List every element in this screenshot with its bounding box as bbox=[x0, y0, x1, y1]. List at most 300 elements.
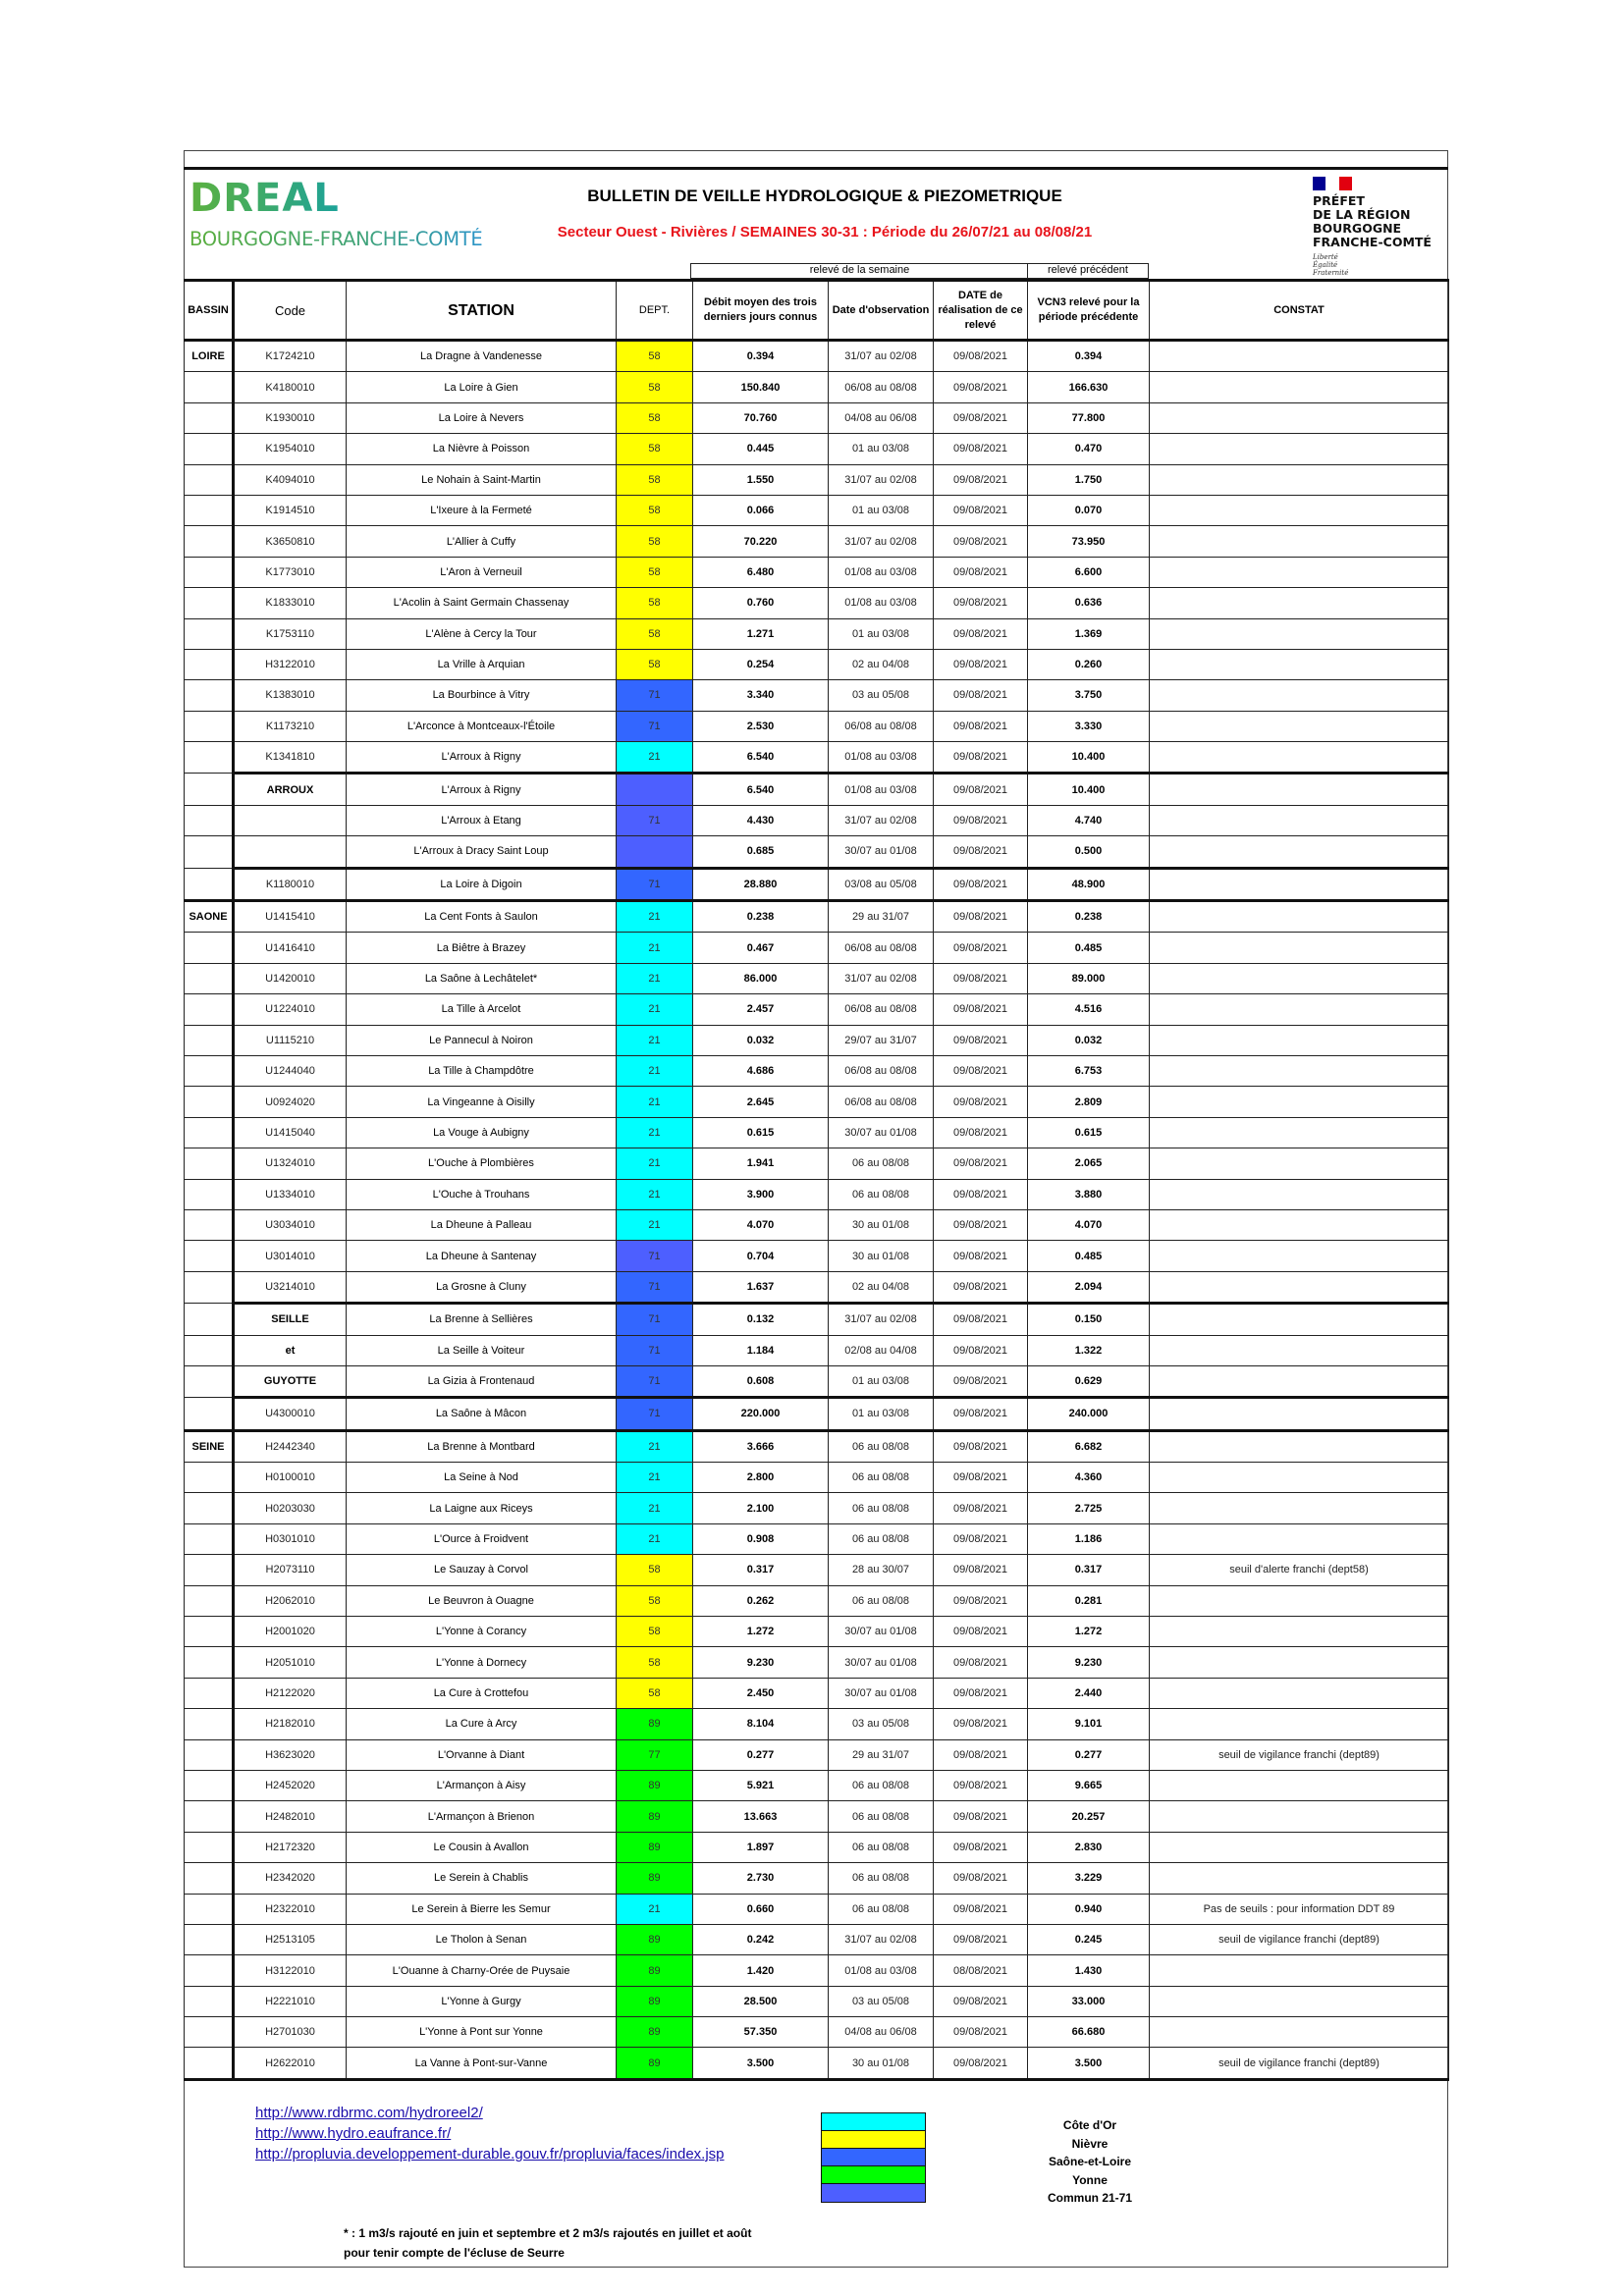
vcn3-value: 0.629 bbox=[1028, 1365, 1150, 1397]
vcn3-value: 0.615 bbox=[1028, 1117, 1150, 1148]
date-realisation: 09/08/2021 bbox=[934, 1709, 1028, 1739]
bassin-cell bbox=[185, 1087, 234, 1117]
code-cell: K1753110 bbox=[234, 618, 347, 649]
bassin-cell bbox=[185, 1770, 234, 1800]
table-row bbox=[185, 495, 1449, 525]
debit-value: 3.500 bbox=[693, 2048, 829, 2079]
code-cell: H2172320 bbox=[234, 1832, 347, 1862]
dept-cell: 58 bbox=[617, 372, 693, 402]
station-cell: La Saône à Lechâtelet* bbox=[347, 963, 617, 993]
constat-cell: Pas de seuils : pour information DDT 89 bbox=[1150, 1894, 1449, 1924]
constat-cell bbox=[1150, 649, 1449, 679]
constat-cell bbox=[1150, 1117, 1449, 1148]
dept-cell: 89 bbox=[617, 2048, 693, 2079]
flag-red bbox=[1339, 177, 1352, 190]
code-cell: U1224010 bbox=[234, 994, 347, 1025]
date-observation: 02 au 04/08 bbox=[829, 1271, 934, 1303]
constat-cell bbox=[1150, 868, 1449, 900]
code-cell: K4094010 bbox=[234, 464, 347, 495]
vcn3-value: 1.272 bbox=[1028, 1617, 1150, 1647]
debit-value: 1.271 bbox=[693, 618, 829, 649]
vcn3-value: 1.322 bbox=[1028, 1335, 1150, 1365]
flag-blue bbox=[1313, 177, 1325, 190]
bassin-cell: LOIRE bbox=[185, 341, 234, 372]
dept-cell: 89 bbox=[617, 1924, 693, 1954]
debit-value: 28.880 bbox=[693, 868, 829, 900]
date-realisation: 09/08/2021 bbox=[934, 1801, 1028, 1832]
date-observation: 30/07 au 01/08 bbox=[829, 836, 934, 868]
station-cell: Le Serein à Bierre les Semur bbox=[347, 1894, 617, 1924]
dept-cell: 89 bbox=[617, 1832, 693, 1862]
date-realisation: 09/08/2021 bbox=[934, 1493, 1028, 1523]
table-row bbox=[185, 1678, 1449, 1708]
bassin-cell bbox=[185, 526, 234, 557]
dept-cell: 58 bbox=[617, 434, 693, 464]
bassin-cell bbox=[185, 742, 234, 774]
vcn3-value: 4.516 bbox=[1028, 994, 1150, 1025]
constat-cell bbox=[1150, 1304, 1449, 1335]
station-cell: La Cure à Crottefou bbox=[347, 1678, 617, 1708]
debit-value: 0.132 bbox=[693, 1304, 829, 1335]
legend-swatch-yonne bbox=[822, 2166, 925, 2184]
date-realisation: 09/08/2021 bbox=[934, 1087, 1028, 1117]
vcn3-value: 240.000 bbox=[1028, 1398, 1150, 1430]
table-row bbox=[185, 2017, 1449, 2048]
legend-swatch-commun bbox=[822, 2184, 925, 2202]
table-row bbox=[185, 1241, 1449, 1271]
constat-cell bbox=[1150, 1585, 1449, 1616]
constat-cell bbox=[1150, 588, 1449, 618]
dept-cell: 71 bbox=[617, 711, 693, 741]
station-cell: La Cent Fonts à Saulon bbox=[347, 901, 617, 933]
constat-cell bbox=[1150, 963, 1449, 993]
date-observation: 03 au 05/08 bbox=[829, 1986, 934, 2016]
dept-cell: 21 bbox=[617, 963, 693, 993]
constat-cell bbox=[1150, 1398, 1449, 1430]
bassin-cell bbox=[185, 588, 234, 618]
constat-cell bbox=[1150, 774, 1449, 805]
table-row bbox=[185, 618, 1449, 649]
station-cell: La Vanne à Pont-sur-Vanne bbox=[347, 2048, 617, 2079]
dept-cell: 58 bbox=[617, 1617, 693, 1647]
code-cell bbox=[234, 805, 347, 835]
date-realisation: 09/08/2021 bbox=[934, 402, 1028, 433]
code-cell: H2073110 bbox=[234, 1555, 347, 1585]
constat-cell bbox=[1150, 711, 1449, 741]
date-realisation: 09/08/2021 bbox=[934, 1365, 1028, 1397]
dept-cell: 21 bbox=[617, 1463, 693, 1493]
constat-cell bbox=[1150, 2017, 1449, 2048]
bassin-cell bbox=[185, 1986, 234, 2016]
debit-value: 57.350 bbox=[693, 2017, 829, 2048]
vcn3-value: 48.900 bbox=[1028, 868, 1150, 900]
debit-value: 1.897 bbox=[693, 1832, 829, 1862]
code-cell: H0203030 bbox=[234, 1493, 347, 1523]
constat-cell bbox=[1150, 434, 1449, 464]
dept-cell: 21 bbox=[617, 1430, 693, 1462]
station-cell: L'Yonne à Pont sur Yonne bbox=[347, 2017, 617, 2048]
date-observation: 06 au 08/08 bbox=[829, 1801, 934, 1832]
bassin-cell bbox=[185, 711, 234, 741]
debit-value: 0.760 bbox=[693, 588, 829, 618]
code-cell: H2221010 bbox=[234, 1986, 347, 2016]
vcn3-value: 0.150 bbox=[1028, 1304, 1150, 1335]
date-realisation: 09/08/2021 bbox=[934, 1148, 1028, 1179]
debit-value: 8.104 bbox=[693, 1709, 829, 1739]
code-cell: K1914510 bbox=[234, 495, 347, 525]
date-observation: 06 au 08/08 bbox=[829, 1493, 934, 1523]
vcn3-value: 0.940 bbox=[1028, 1894, 1150, 1924]
code-cell: U1420010 bbox=[234, 963, 347, 993]
bassin-cell bbox=[185, 1493, 234, 1523]
date-observation: 01 au 03/08 bbox=[829, 495, 934, 525]
table-row bbox=[185, 434, 1449, 464]
vcn3-value: 4.740 bbox=[1028, 805, 1150, 835]
dept-cell: 71 bbox=[617, 1365, 693, 1397]
debit-value: 9.230 bbox=[693, 1647, 829, 1678]
bassin-cell bbox=[185, 1117, 234, 1148]
code-cell: K1383010 bbox=[234, 680, 347, 711]
debit-value: 2.100 bbox=[693, 1493, 829, 1523]
vcn3-value: 1.186 bbox=[1028, 1523, 1150, 1554]
vcn3-value: 10.400 bbox=[1028, 742, 1150, 774]
debit-value: 4.430 bbox=[693, 805, 829, 835]
constat-cell bbox=[1150, 1770, 1449, 1800]
legend-label: Saône-et-Loire bbox=[1048, 2155, 1131, 2168]
constat-cell bbox=[1150, 495, 1449, 525]
station-cell: Le Sauzay à Corvol bbox=[347, 1555, 617, 1585]
dept-cell: 21 bbox=[617, 1179, 693, 1209]
col-date-real: DATE de réalisation de ce relevé bbox=[934, 281, 1028, 341]
table-row bbox=[185, 1523, 1449, 1554]
date-observation: 31/07 au 02/08 bbox=[829, 464, 934, 495]
debit-value: 0.066 bbox=[693, 495, 829, 525]
footnote-line: * : 1 m3/s rajouté en juin et septembre et 2 m3/s rajoutés en juillet et août bbox=[344, 2226, 752, 2240]
bassin-cell: SEINE bbox=[185, 1430, 234, 1462]
dept-cell: 58 bbox=[617, 495, 693, 525]
vcn3-value: 3.880 bbox=[1028, 1179, 1150, 1209]
date-observation: 06 au 08/08 bbox=[829, 1585, 934, 1616]
date-observation: 06 au 08/08 bbox=[829, 1523, 934, 1554]
code-cell: U1115210 bbox=[234, 1025, 347, 1055]
constat-cell bbox=[1150, 1863, 1449, 1894]
date-observation: 30/07 au 01/08 bbox=[829, 1647, 934, 1678]
station-cell: Le Tholon à Senan bbox=[347, 1924, 617, 1954]
bassin-cell bbox=[185, 1739, 234, 1770]
debit-value: 0.032 bbox=[693, 1025, 829, 1055]
bassin-cell bbox=[185, 836, 234, 868]
vcn3-value: 73.950 bbox=[1028, 526, 1150, 557]
dept-cell: 71 bbox=[617, 1398, 693, 1430]
vcn3-value: 3.500 bbox=[1028, 2048, 1150, 2079]
debit-value: 5.921 bbox=[693, 1770, 829, 1800]
constat-cell bbox=[1150, 1986, 1449, 2016]
code-cell: K1954010 bbox=[234, 434, 347, 464]
code-cell: U3214010 bbox=[234, 1271, 347, 1303]
vcn3-value: 0.485 bbox=[1028, 933, 1150, 963]
table-header-row bbox=[185, 281, 1449, 341]
date-observation: 28 au 30/07 bbox=[829, 1555, 934, 1585]
dept-cell: 21 bbox=[617, 742, 693, 774]
debit-value: 0.262 bbox=[693, 1585, 829, 1616]
vcn3-value: 2.830 bbox=[1028, 1832, 1150, 1862]
date-observation: 06 au 08/08 bbox=[829, 1894, 934, 1924]
date-realisation: 08/08/2021 bbox=[934, 1955, 1028, 1986]
date-observation: 31/07 au 02/08 bbox=[829, 1304, 934, 1335]
constat-cell bbox=[1150, 1617, 1449, 1647]
top-bar bbox=[184, 150, 1448, 170]
flag-white bbox=[1325, 177, 1338, 190]
code-cell: H2342020 bbox=[234, 1863, 347, 1894]
vcn3-value: 89.000 bbox=[1028, 963, 1150, 993]
station-cell: La Saône à Mâcon bbox=[347, 1398, 617, 1430]
constat-cell bbox=[1150, 1430, 1449, 1462]
date-realisation: 09/08/2021 bbox=[934, 526, 1028, 557]
date-realisation: 09/08/2021 bbox=[934, 901, 1028, 933]
bassin-cell bbox=[185, 1365, 234, 1397]
bassin-cell bbox=[185, 994, 234, 1025]
dept-cell: 21 bbox=[617, 1025, 693, 1055]
table-row bbox=[185, 1087, 1449, 1117]
table-row bbox=[185, 372, 1449, 402]
table-row bbox=[185, 836, 1449, 868]
table-row bbox=[185, 1955, 1449, 1986]
link-propluvia[interactable]: http://propluvia.developpement-durable.gouv.fr/propluvia/faces/index.jsp bbox=[255, 2146, 725, 2163]
bassin-cell bbox=[185, 402, 234, 433]
date-observation: 02 au 04/08 bbox=[829, 649, 934, 679]
date-realisation: 09/08/2021 bbox=[934, 836, 1028, 868]
prefet-line: BOURGOGNE bbox=[1313, 221, 1402, 236]
debit-value: 2.800 bbox=[693, 1463, 829, 1493]
vcn3-value: 2.440 bbox=[1028, 1678, 1150, 1708]
bassin-cell bbox=[185, 1463, 234, 1493]
bassin-cell bbox=[185, 1709, 234, 1739]
vcn3-value: 4.360 bbox=[1028, 1463, 1150, 1493]
table-row bbox=[185, 402, 1449, 433]
bassin-cell bbox=[185, 1335, 234, 1365]
bassin-cell bbox=[185, 1179, 234, 1209]
station-cell: Le Cousin à Avallon bbox=[347, 1832, 617, 1862]
debit-value: 4.070 bbox=[693, 1209, 829, 1240]
date-observation: 01/08 au 03/08 bbox=[829, 588, 934, 618]
debit-value: 0.908 bbox=[693, 1523, 829, 1554]
bassin-cell bbox=[185, 1148, 234, 1179]
vcn3-value: 9.230 bbox=[1028, 1647, 1150, 1678]
date-realisation: 09/08/2021 bbox=[934, 711, 1028, 741]
date-observation: 30 au 01/08 bbox=[829, 1209, 934, 1240]
bassin-cell bbox=[185, 1955, 234, 1986]
date-observation: 02/08 au 04/08 bbox=[829, 1335, 934, 1365]
dept-cell: 71 bbox=[617, 1304, 693, 1335]
bassin-cell bbox=[185, 680, 234, 711]
table-row bbox=[185, 1555, 1449, 1585]
code-cell: H2452020 bbox=[234, 1770, 347, 1800]
date-realisation: 09/08/2021 bbox=[934, 1585, 1028, 1616]
table-row bbox=[185, 1398, 1449, 1430]
date-realisation: 09/08/2021 bbox=[934, 495, 1028, 525]
vcn3-value: 0.032 bbox=[1028, 1025, 1150, 1055]
date-realisation: 09/08/2021 bbox=[934, 868, 1028, 900]
bassin-cell bbox=[185, 933, 234, 963]
dept-color-legend bbox=[821, 2112, 926, 2203]
table-row bbox=[185, 2048, 1449, 2079]
dept-cell: 21 bbox=[617, 994, 693, 1025]
date-observation: 06 au 08/08 bbox=[829, 1179, 934, 1209]
code-cell: et bbox=[234, 1335, 347, 1365]
date-realisation: 09/08/2021 bbox=[934, 618, 1028, 649]
vcn3-value: 6.753 bbox=[1028, 1055, 1150, 1086]
bassin-cell bbox=[185, 1585, 234, 1616]
code-cell: K1341810 bbox=[234, 742, 347, 774]
date-realisation: 09/08/2021 bbox=[934, 1986, 1028, 2016]
prefet-line: DE LA RÉGION bbox=[1313, 207, 1411, 222]
constat-cell bbox=[1150, 1087, 1449, 1117]
station-cell: La Tille à Arcelot bbox=[347, 994, 617, 1025]
dept-cell: 58 bbox=[617, 1647, 693, 1678]
debit-value: 28.500 bbox=[693, 1986, 829, 2016]
station-cell: L'Alène à Cercy la Tour bbox=[347, 618, 617, 649]
vcn3-value: 0.470 bbox=[1028, 434, 1150, 464]
dept-cell: 58 bbox=[617, 1678, 693, 1708]
code-cell: U1415040 bbox=[234, 1117, 347, 1148]
station-cell: La Tille à Champdôtre bbox=[347, 1055, 617, 1086]
date-realisation: 09/08/2021 bbox=[934, 963, 1028, 993]
vcn3-value: 3.750 bbox=[1028, 680, 1150, 711]
vcn3-value: 0.070 bbox=[1028, 495, 1150, 525]
date-realisation: 09/08/2021 bbox=[934, 1678, 1028, 1708]
vcn3-value: 2.809 bbox=[1028, 1087, 1150, 1117]
dept-cell: 58 bbox=[617, 464, 693, 495]
date-realisation: 09/08/2021 bbox=[934, 1241, 1028, 1271]
vcn3-value: 77.800 bbox=[1028, 402, 1150, 433]
date-realisation: 09/08/2021 bbox=[934, 1335, 1028, 1365]
date-observation: 01 au 03/08 bbox=[829, 1365, 934, 1397]
legend-label: Commun 21-71 bbox=[1047, 2191, 1133, 2205]
dept-cell: 71 bbox=[617, 805, 693, 835]
date-observation: 01/08 au 03/08 bbox=[829, 1955, 934, 1986]
date-realisation: 09/08/2021 bbox=[934, 1117, 1028, 1148]
debit-value: 2.645 bbox=[693, 1087, 829, 1117]
constat-cell bbox=[1150, 1055, 1449, 1086]
dept-cell: 58 bbox=[617, 557, 693, 587]
dept-cell: 58 bbox=[617, 526, 693, 557]
date-observation: 06 au 08/08 bbox=[829, 1148, 934, 1179]
bassin-cell bbox=[185, 434, 234, 464]
vcn3-value: 0.238 bbox=[1028, 901, 1150, 933]
date-observation: 06/08 au 08/08 bbox=[829, 1055, 934, 1086]
constat-cell bbox=[1150, 994, 1449, 1025]
debit-value: 0.445 bbox=[693, 434, 829, 464]
date-realisation: 09/08/2021 bbox=[934, 434, 1028, 464]
bassin-cell bbox=[185, 649, 234, 679]
table-row bbox=[185, 1709, 1449, 1739]
date-observation: 29 au 31/07 bbox=[829, 901, 934, 933]
code-cell: H3122010 bbox=[234, 649, 347, 679]
table-row bbox=[185, 1055, 1449, 1086]
dept-cell: 58 bbox=[617, 1555, 693, 1585]
code-cell: U4300010 bbox=[234, 1398, 347, 1430]
constat-cell bbox=[1150, 1463, 1449, 1493]
date-realisation: 09/08/2021 bbox=[934, 1179, 1028, 1209]
republic-motto bbox=[1313, 253, 1440, 277]
vcn3-value: 2.065 bbox=[1028, 1148, 1150, 1179]
code-cell: U0924020 bbox=[234, 1087, 347, 1117]
link-hydro-eaufrance[interactable]: http://www.hydro.eaufrance.fr/ bbox=[255, 2125, 452, 2142]
constat-cell: seuil de vigilance franchi (dept89) bbox=[1150, 2048, 1449, 2079]
bassin-cell bbox=[185, 1055, 234, 1086]
vcn3-value: 166.630 bbox=[1028, 372, 1150, 402]
constat-cell bbox=[1150, 1271, 1449, 1303]
col-dept: DEPT. bbox=[617, 281, 693, 341]
code-cell: SEILLE bbox=[234, 1304, 347, 1335]
date-realisation: 09/08/2021 bbox=[934, 372, 1028, 402]
vcn3-value: 9.101 bbox=[1028, 1709, 1150, 1739]
date-observation: 30/07 au 01/08 bbox=[829, 1678, 934, 1708]
station-cell: La Bourbince à Vitry bbox=[347, 680, 617, 711]
station-cell: La Grosne à Cluny bbox=[347, 1271, 617, 1303]
table-row bbox=[185, 557, 1449, 587]
bassin-cell bbox=[185, 1025, 234, 1055]
station-cell: L'Ouche à Trouhans bbox=[347, 1179, 617, 1209]
table-row bbox=[185, 1117, 1449, 1148]
debit-value: 1.420 bbox=[693, 1955, 829, 1986]
bassin-cell bbox=[185, 1832, 234, 1862]
code-cell: H2701030 bbox=[234, 2017, 347, 2048]
date-realisation: 09/08/2021 bbox=[934, 933, 1028, 963]
table-row bbox=[185, 805, 1449, 835]
code-cell: U1416410 bbox=[234, 933, 347, 963]
code-cell bbox=[234, 836, 347, 868]
date-realisation: 09/08/2021 bbox=[934, 1398, 1028, 1430]
debit-value: 3.900 bbox=[693, 1179, 829, 1209]
station-cell: La Dheune à Palleau bbox=[347, 1209, 617, 1240]
station-cell: L'Allier à Cuffy bbox=[347, 526, 617, 557]
bassin-cell bbox=[185, 1647, 234, 1678]
station-cell: L'Yonne à Dornecy bbox=[347, 1647, 617, 1678]
debit-value: 0.242 bbox=[693, 1924, 829, 1954]
debit-value: 0.254 bbox=[693, 649, 829, 679]
dreal-logo bbox=[189, 177, 482, 250]
code-cell: H2122020 bbox=[234, 1678, 347, 1708]
station-cell: L'Armançon à Brienon bbox=[347, 1801, 617, 1832]
table-row bbox=[185, 1863, 1449, 1894]
station-cell: La Vingeanne à Oisilly bbox=[347, 1087, 617, 1117]
dept-cell: 21 bbox=[617, 901, 693, 933]
vcn3-value: 1.750 bbox=[1028, 464, 1150, 495]
table-row bbox=[185, 1832, 1449, 1862]
date-realisation: 09/08/2021 bbox=[934, 1924, 1028, 1954]
code-cell: H2001020 bbox=[234, 1617, 347, 1647]
bassin-cell bbox=[185, 464, 234, 495]
legend-label: Nièvre bbox=[1071, 2136, 1109, 2151]
debit-value: 220.000 bbox=[693, 1398, 829, 1430]
table-row bbox=[185, 1924, 1449, 1954]
table-row bbox=[185, 1585, 1449, 1616]
date-realisation: 09/08/2021 bbox=[934, 994, 1028, 1025]
debit-value: 0.660 bbox=[693, 1894, 829, 1924]
date-realisation: 09/08/2021 bbox=[934, 1770, 1028, 1800]
table-row bbox=[185, 1617, 1449, 1647]
date-observation: 03 au 05/08 bbox=[829, 1709, 934, 1739]
debit-value: 1.637 bbox=[693, 1271, 829, 1303]
date-observation: 06 au 08/08 bbox=[829, 1863, 934, 1894]
constat-cell bbox=[1150, 680, 1449, 711]
debit-value: 0.704 bbox=[693, 1241, 829, 1271]
dept-cell: 21 bbox=[617, 1087, 693, 1117]
dept-cell: 89 bbox=[617, 1709, 693, 1739]
vcn3-value: 4.070 bbox=[1028, 1209, 1150, 1240]
link-rdbrmc[interactable]: http://www.rdbrmc.com/hydroreel2/ bbox=[255, 2105, 483, 2121]
